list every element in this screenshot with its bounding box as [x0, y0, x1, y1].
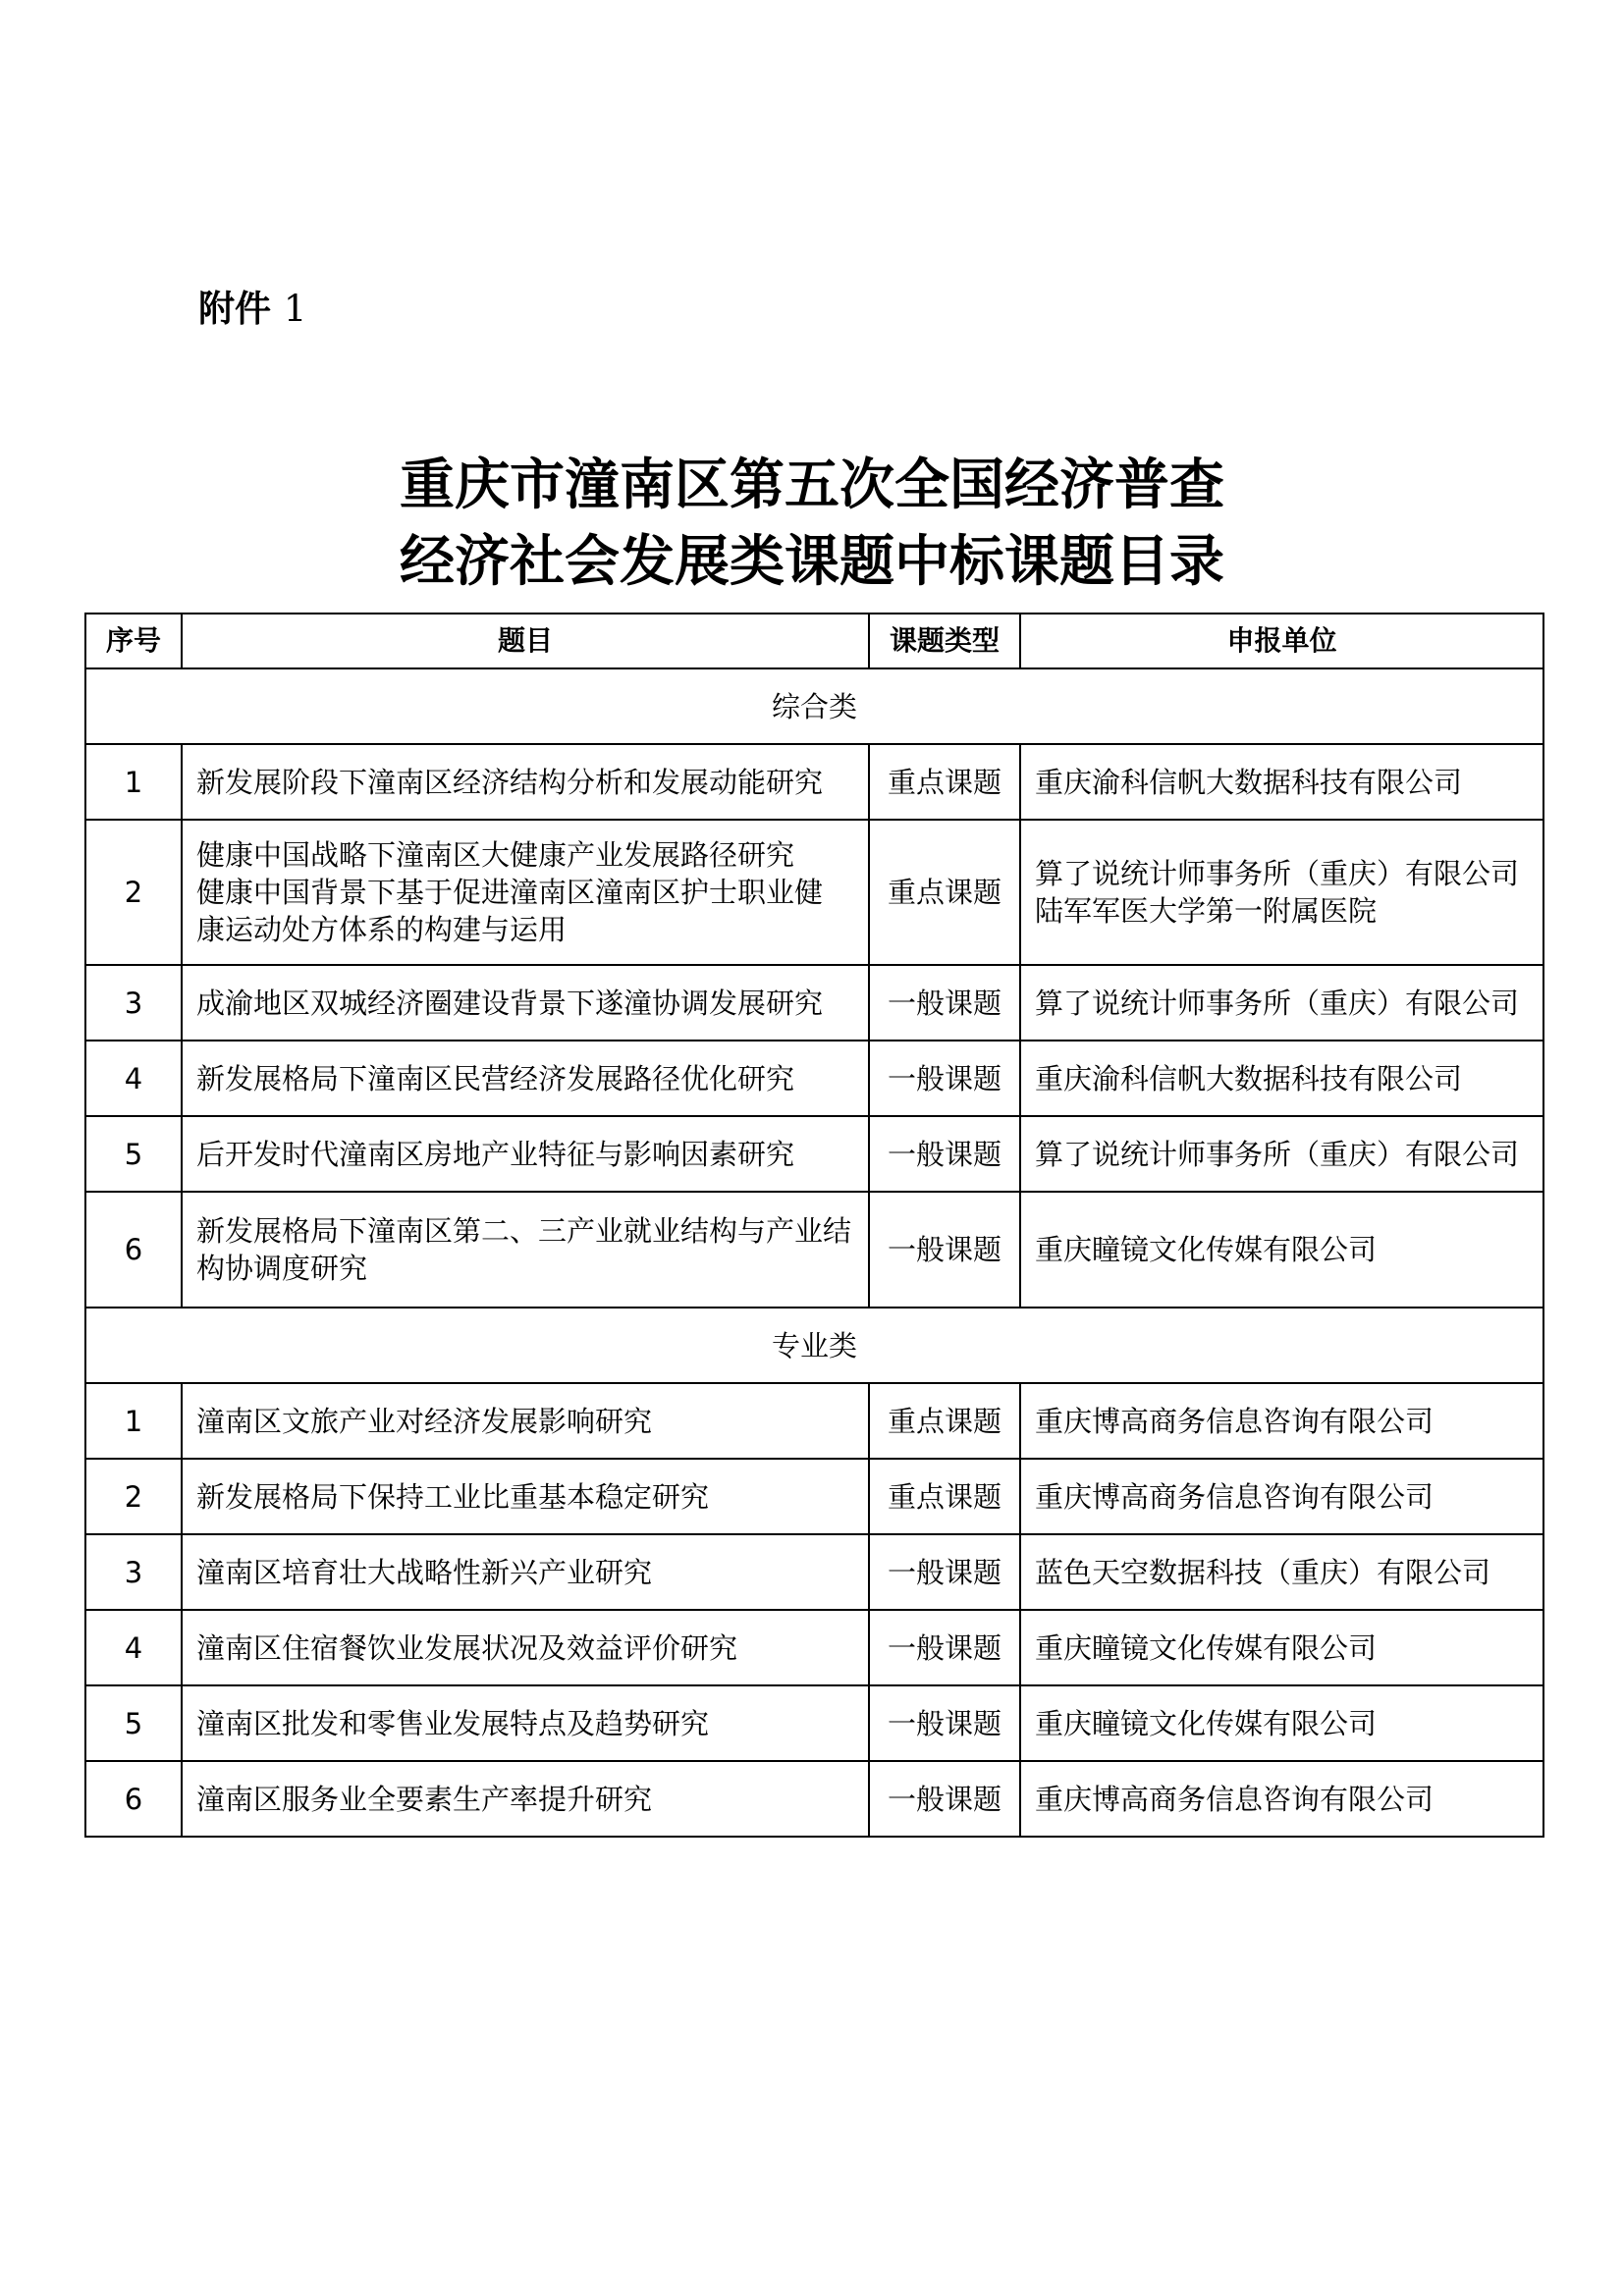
topic-line: 潼南区批发和零售业发展特点及趋势研究: [196, 1706, 710, 1740]
row-topic: [182, 965, 869, 1041]
unit-line: 算了说统计师事务所（重庆）有限公司: [1035, 857, 1520, 890]
row-type: 重点课题: [869, 1383, 1020, 1459]
table-row: [85, 1192, 1543, 1308]
row-unit: [1020, 1383, 1543, 1459]
table-row: [85, 1685, 1543, 1761]
table-body: [85, 668, 1543, 1837]
row-type: 一般课题: [869, 965, 1020, 1041]
row-unit: [1020, 820, 1543, 965]
topic-line: 潼南区服务业全要素生产率提升研究: [196, 1782, 653, 1816]
unit-line: 蓝色天空数据科技（重庆）有限公司: [1035, 1555, 1491, 1589]
row-unit: [1020, 1041, 1543, 1116]
topic-line: 健康中国背景下基于促进潼南区潼南区护士职业健: [196, 876, 824, 909]
document-title-line-1: 重庆市潼南区第五次全国经济普查: [400, 453, 1224, 517]
row-seq: 6: [85, 1192, 182, 1308]
table-row: [85, 1534, 1543, 1610]
row-type: 一般课题: [869, 1761, 1020, 1837]
unit-line: 重庆博高商务信息咨询有限公司: [1035, 1404, 1435, 1438]
row-seq: 1: [85, 744, 182, 820]
row-topic: [182, 1041, 869, 1116]
row-topic: [182, 744, 869, 820]
row-unit: [1020, 1610, 1543, 1685]
header-topic: 题目: [182, 614, 869, 668]
table-row: [85, 1610, 1543, 1685]
row-topic: [182, 1459, 869, 1534]
row-unit: [1020, 1192, 1543, 1308]
row-type: 一般课题: [869, 1192, 1020, 1308]
row-seq: 6: [85, 1761, 182, 1837]
row-type: 一般课题: [869, 1685, 1020, 1761]
row-unit: [1020, 1534, 1543, 1610]
row-type: 重点课题: [869, 1459, 1020, 1534]
category-row: [85, 1308, 1543, 1383]
row-unit: [1020, 1116, 1543, 1192]
row-type: 重点课题: [869, 744, 1020, 820]
row-seq: 2: [85, 820, 182, 965]
row-unit: [1020, 1685, 1543, 1761]
row-seq: 3: [85, 965, 182, 1041]
topics-table: [84, 613, 1544, 1838]
unit-line: 重庆博高商务信息咨询有限公司: [1035, 1479, 1435, 1514]
row-seq: 4: [85, 1041, 182, 1116]
row-type: 一般课题: [869, 1116, 1020, 1192]
table-row: [85, 744, 1543, 820]
topic-line: 新发展格局下潼南区民营经济发展路径优化研究: [196, 1061, 795, 1095]
table-row: [85, 1761, 1543, 1837]
category-label: 综合类: [85, 668, 1543, 744]
unit-line: 重庆瞳镜文化传媒有限公司: [1035, 1706, 1378, 1740]
row-topic: [182, 1761, 869, 1837]
topic-line: 成渝地区双城经济圈建设背景下遂潼协调发展研究: [196, 986, 824, 1020]
unit-line: 算了说统计师事务所（重庆）有限公司: [1035, 1137, 1520, 1171]
table-row: [85, 820, 1543, 965]
header-unit: 申报单位: [1020, 614, 1543, 668]
topic-line: 潼南区培育壮大战略性新兴产业研究: [196, 1555, 653, 1589]
table-header-row: [85, 614, 1543, 668]
category-label: 专业类: [85, 1308, 1543, 1383]
document-title-line-2: 经济社会发展类课题中标课题目录: [400, 529, 1224, 594]
table-row: [85, 1116, 1543, 1192]
topic-line: 新发展格局下潼南区第二、三产业就业结构与产业结: [196, 1214, 852, 1248]
table-row: [85, 1041, 1543, 1116]
attachment-label: [198, 287, 306, 332]
row-seq: 1: [85, 1383, 182, 1459]
row-seq: 2: [85, 1459, 182, 1534]
row-type: 一般课题: [869, 1610, 1020, 1685]
topic-line: 潼南区文旅产业对经济发展影响研究: [196, 1404, 653, 1438]
unit-line: 陆军军医大学第一附属医院: [1035, 894, 1378, 928]
row-seq: 3: [85, 1534, 182, 1610]
unit-line: 重庆博高商务信息咨询有限公司: [1035, 1782, 1435, 1816]
row-unit: [1020, 744, 1543, 820]
topic-line: 康运动处方体系的构建与运用: [196, 913, 568, 946]
topic-line: 新发展格局下保持工业比重基本稳定研究: [196, 1479, 710, 1514]
table-row: [85, 1459, 1543, 1534]
row-seq: 5: [85, 1685, 182, 1761]
unit-line: 重庆瞳镜文化传媒有限公司: [1035, 1630, 1378, 1665]
row-seq: 5: [85, 1116, 182, 1192]
row-topic: [182, 1383, 869, 1459]
category-row: [85, 668, 1543, 744]
topic-line: 后开发时代潼南区房地产业特征与影响因素研究: [196, 1137, 795, 1171]
row-topic: [182, 1116, 869, 1192]
row-topic: [182, 1610, 869, 1685]
row-topic: [182, 1534, 869, 1610]
unit-line: 重庆瞳镜文化传媒有限公司: [1035, 1233, 1378, 1266]
table-row: [85, 1383, 1543, 1459]
attachment-text: 附件: [198, 288, 271, 330]
row-unit: [1020, 1761, 1543, 1837]
row-unit: [1020, 965, 1543, 1041]
unit-line: 重庆渝科信帆大数据科技有限公司: [1035, 765, 1463, 799]
header-seq: 序号: [85, 614, 182, 668]
table-row: [85, 965, 1543, 1041]
topic-line: 潼南区住宿餐饮业发展状况及效益评价研究: [196, 1630, 738, 1665]
unit-line: 重庆渝科信帆大数据科技有限公司: [1035, 1061, 1463, 1095]
row-topic: [182, 1192, 869, 1308]
row-type: 一般课题: [869, 1534, 1020, 1610]
attachment-number: 1: [283, 288, 307, 330]
row-unit: [1020, 1459, 1543, 1534]
row-topic: [182, 1685, 869, 1761]
topic-line: 健康中国战略下潼南区大健康产业发展路径研究: [196, 838, 795, 872]
row-topic: [182, 820, 869, 965]
unit-line: 算了说统计师事务所（重庆）有限公司: [1035, 986, 1520, 1020]
topic-line: 新发展阶段下潼南区经济结构分析和发展动能研究: [196, 765, 824, 799]
row-type: 一般课题: [869, 1041, 1020, 1116]
row-type: 重点课题: [869, 820, 1020, 965]
row-seq: 4: [85, 1610, 182, 1685]
header-type: 课题类型: [869, 614, 1020, 668]
topic-line: 构协调度研究: [196, 1252, 368, 1285]
